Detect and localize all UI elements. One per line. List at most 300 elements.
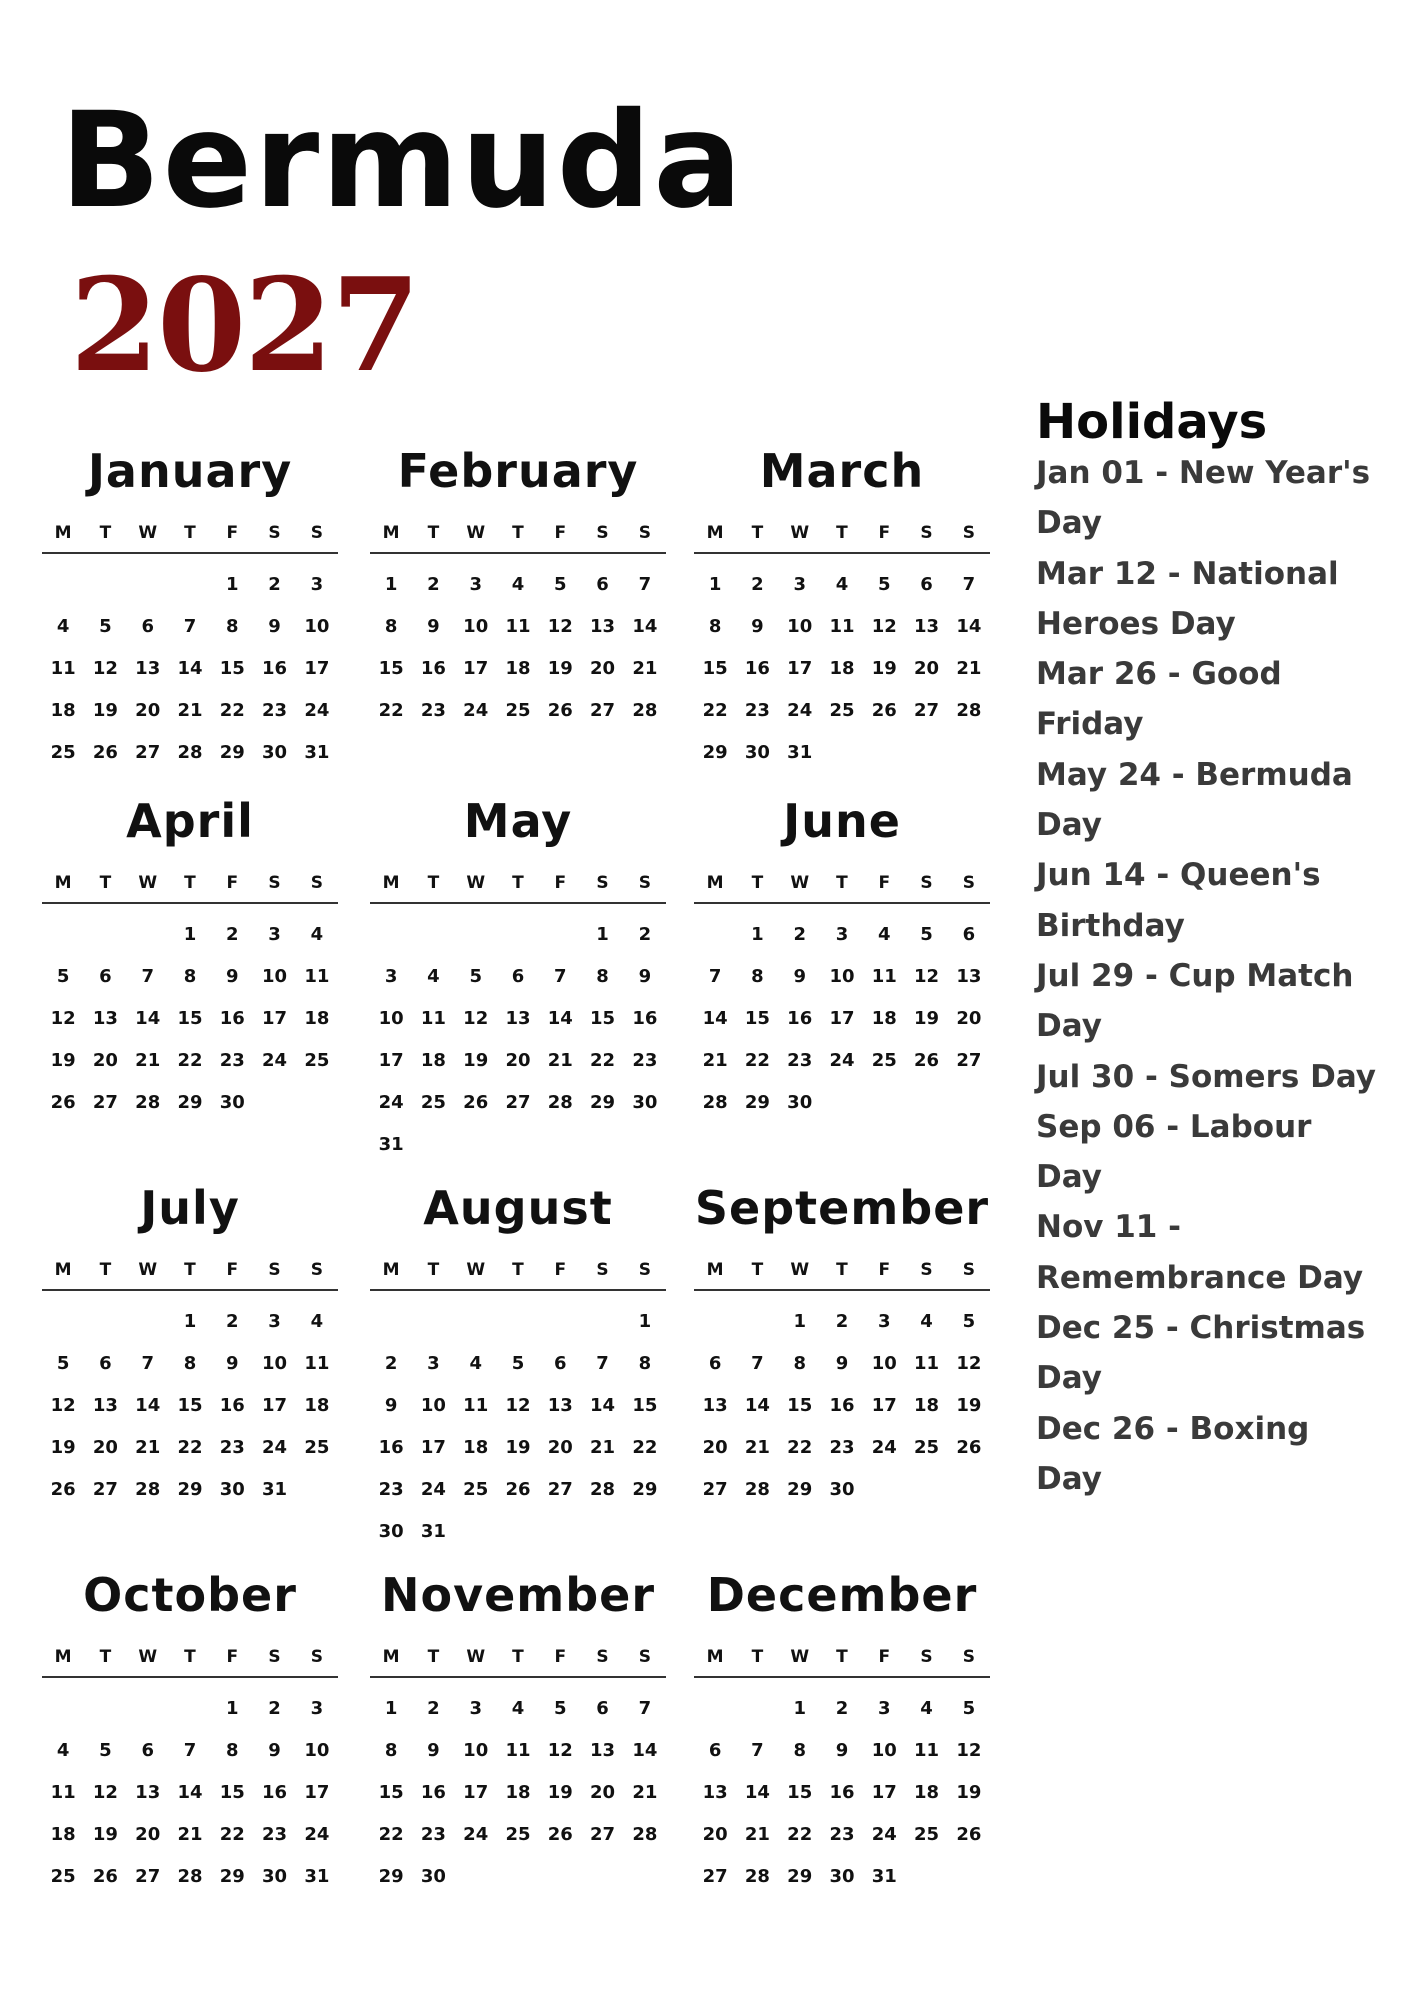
day-cell: 8 xyxy=(793,1740,806,1761)
day-cell: 13 xyxy=(92,1395,118,1416)
day-cell: 10 xyxy=(262,966,288,987)
day-cell: 2 xyxy=(793,924,806,945)
day-cell: 20 xyxy=(547,1437,573,1458)
day-cell: 28 xyxy=(744,1479,770,1500)
day-cell: 10 xyxy=(871,1353,897,1374)
day-cell: 24 xyxy=(262,1050,288,1071)
divider xyxy=(694,552,990,554)
weekday-label: W xyxy=(790,1647,810,1667)
day-cell: 7 xyxy=(638,574,652,595)
day-cell: 17 xyxy=(463,658,489,679)
weekday-label: T xyxy=(512,1647,524,1667)
day-cell: 19 xyxy=(956,1395,982,1416)
day-cell: 10 xyxy=(420,1395,446,1416)
day-grid xyxy=(370,564,666,732)
day-cell: 27 xyxy=(505,1092,531,1113)
day-cell: 11 xyxy=(871,966,897,987)
empty-cell xyxy=(42,1301,84,1343)
day-cell: 25 xyxy=(50,1866,76,1887)
day-grid xyxy=(370,1688,666,1898)
day-cell: 21 xyxy=(177,1824,203,1845)
weekday-label: S xyxy=(638,1647,651,1667)
weekday-header xyxy=(370,1642,666,1672)
day-cell: 7 xyxy=(708,966,722,987)
day-cell: 31 xyxy=(304,742,330,763)
weekday-label: S xyxy=(638,873,651,893)
day-cell: 3 xyxy=(310,1698,324,1719)
day-cell: 17 xyxy=(787,658,813,679)
weekday-label: F xyxy=(554,873,567,893)
day-cell: 31 xyxy=(262,1479,288,1500)
day-cell: 4 xyxy=(920,1698,933,1719)
weekday-label: S xyxy=(596,523,609,543)
day-cell: 22 xyxy=(787,1824,813,1845)
day-cell: 15 xyxy=(378,1782,404,1803)
divider xyxy=(42,902,338,904)
day-cell: 1 xyxy=(183,924,197,945)
day-cell: 6 xyxy=(511,966,525,987)
day-cell: 20 xyxy=(590,1782,616,1803)
day-cell: 28 xyxy=(177,1866,203,1887)
divider xyxy=(42,1289,338,1291)
day-cell: 2 xyxy=(384,1353,398,1374)
day-cell: 15 xyxy=(219,658,245,679)
day-grid xyxy=(42,1688,338,1898)
day-cell: 20 xyxy=(702,1824,728,1845)
weekday-header xyxy=(42,868,338,898)
holiday-item: Mar 26 - Good Friday xyxy=(1036,656,1282,743)
day-cell: 28 xyxy=(956,700,982,721)
day-cell: 2 xyxy=(638,924,652,945)
day-cell: 18 xyxy=(463,1437,489,1458)
day-cell: 5 xyxy=(469,966,482,987)
month-name: March xyxy=(759,444,925,498)
day-cell: 27 xyxy=(590,700,616,721)
day-cell: 11 xyxy=(914,1353,940,1374)
day-cell: 30 xyxy=(632,1092,658,1113)
day-cell: 26 xyxy=(547,1824,573,1845)
holiday-item: May 24 - Bermuda Day xyxy=(1036,756,1353,844)
day-cell: 14 xyxy=(590,1395,616,1416)
month-march xyxy=(694,444,990,774)
day-cell: 16 xyxy=(744,658,770,679)
weekday-label: T xyxy=(184,1647,196,1667)
day-cell: 7 xyxy=(183,616,197,637)
weekday-label: S xyxy=(638,1260,651,1280)
day-cell: 6 xyxy=(141,616,154,637)
holidays-title: Holidays xyxy=(1036,394,1268,450)
day-cell: 1 xyxy=(751,924,764,945)
day-cell: 24 xyxy=(463,700,489,721)
day-cell: 15 xyxy=(702,658,728,679)
day-cell: 25 xyxy=(463,1479,489,1500)
empty-cell xyxy=(127,1688,169,1730)
empty-cell xyxy=(84,564,126,606)
weekday-label: F xyxy=(554,523,567,543)
day-cell: 30 xyxy=(262,1866,288,1887)
day-cell: 10 xyxy=(304,616,330,637)
day-cell: 26 xyxy=(871,700,897,721)
day-cell: 23 xyxy=(378,1479,404,1500)
day-cell: 14 xyxy=(177,1782,203,1803)
day-cell: 14 xyxy=(632,1740,658,1761)
day-cell: 15 xyxy=(177,1008,203,1029)
day-cell: 28 xyxy=(702,1092,728,1113)
day-cell: 29 xyxy=(702,742,728,763)
day-cell: 5 xyxy=(962,1698,976,1719)
weekday-label: T xyxy=(427,873,440,893)
weekday-label: F xyxy=(878,523,891,543)
day-cell: 8 xyxy=(596,966,609,987)
divider xyxy=(694,1676,990,1678)
day-cell: 30 xyxy=(219,1092,245,1113)
weekday-label: M xyxy=(54,873,72,893)
day-cell: 9 xyxy=(226,966,239,987)
day-cell: 5 xyxy=(554,1698,567,1719)
day-cell: 4 xyxy=(56,616,70,637)
day-cell: 19 xyxy=(547,658,573,679)
day-cell: 3 xyxy=(268,1311,281,1332)
day-cell: 6 xyxy=(962,924,976,945)
day-cell: 30 xyxy=(744,742,770,763)
day-cell: 11 xyxy=(304,966,330,987)
day-cell: 4 xyxy=(427,966,440,987)
weekday-label: T xyxy=(512,873,524,893)
day-cell: 22 xyxy=(177,1437,203,1458)
holiday-item: Jun 14 - Queen's Birthday xyxy=(1036,857,1321,944)
weekday-label: M xyxy=(706,1260,724,1280)
day-cell: 5 xyxy=(56,966,70,987)
day-cell: 29 xyxy=(177,1092,203,1113)
weekday-label: S xyxy=(596,1647,609,1667)
day-cell: 11 xyxy=(304,1353,330,1374)
day-cell: 9 xyxy=(835,1740,849,1761)
weekday-header xyxy=(370,868,666,898)
month-name: February xyxy=(397,444,639,498)
day-cell: 21 xyxy=(632,658,658,679)
empty-cell xyxy=(127,914,169,956)
weekday-label: M xyxy=(54,1647,72,1667)
day-cell: 11 xyxy=(829,616,855,637)
day-cell: 12 xyxy=(92,658,118,679)
day-cell: 22 xyxy=(219,700,245,721)
day-cell: 29 xyxy=(787,1479,813,1500)
weekday-label: W xyxy=(790,523,810,543)
weekday-label: W xyxy=(138,1260,158,1280)
day-cell: 13 xyxy=(590,616,616,637)
empty-cell xyxy=(127,564,169,606)
empty-cell xyxy=(169,1688,211,1730)
weekday-label: W xyxy=(138,523,158,543)
day-cell: 27 xyxy=(702,1479,728,1500)
month-september xyxy=(694,1181,990,1511)
day-cell: 22 xyxy=(378,700,404,721)
day-cell: 20 xyxy=(956,1008,982,1029)
weekday-label: S xyxy=(920,523,933,543)
day-cell: 2 xyxy=(268,574,281,595)
day-cell: 9 xyxy=(835,1353,849,1374)
day-cell: 24 xyxy=(378,1092,404,1113)
day-cell: 8 xyxy=(384,1740,398,1761)
day-cell: 3 xyxy=(469,574,482,595)
empty-cell xyxy=(84,1301,126,1343)
month-name: September xyxy=(694,1181,990,1235)
day-cell: 11 xyxy=(420,1008,446,1029)
day-cell: 17 xyxy=(262,1395,288,1416)
day-cell: 17 xyxy=(304,1782,330,1803)
day-cell: 23 xyxy=(420,700,446,721)
day-cell: 29 xyxy=(219,1866,245,1887)
empty-cell xyxy=(370,1301,412,1343)
weekday-label: S xyxy=(268,873,281,893)
day-cell: 2 xyxy=(835,1698,849,1719)
day-cell: 27 xyxy=(547,1479,573,1500)
day-cell: 8 xyxy=(708,616,722,637)
day-cell: 3 xyxy=(427,1353,440,1374)
day-cell: 18 xyxy=(50,1824,76,1845)
day-cell: 8 xyxy=(226,1740,239,1761)
month-february xyxy=(370,444,666,732)
day-cell: 28 xyxy=(744,1866,770,1887)
holiday-item: Jul 30 - Somers Day xyxy=(1036,1058,1377,1095)
empty-cell xyxy=(84,1688,126,1730)
day-cell: 11 xyxy=(505,1740,531,1761)
divider xyxy=(694,902,990,904)
day-cell: 9 xyxy=(427,616,440,637)
day-cell: 18 xyxy=(304,1008,330,1029)
day-cell: 7 xyxy=(141,1353,154,1374)
day-cell: 1 xyxy=(384,574,398,595)
weekday-label: W xyxy=(466,1260,486,1280)
day-grid xyxy=(694,564,990,774)
day-cell: 22 xyxy=(590,1050,616,1071)
day-cell: 24 xyxy=(420,1479,446,1500)
day-cell: 31 xyxy=(304,1866,330,1887)
day-cell: 25 xyxy=(871,1050,897,1071)
day-cell: 30 xyxy=(829,1866,855,1887)
day-grid xyxy=(370,1301,666,1553)
weekday-label: F xyxy=(554,1260,567,1280)
day-cell: 26 xyxy=(50,1092,76,1113)
day-cell: 12 xyxy=(871,616,897,637)
day-cell: 3 xyxy=(793,574,806,595)
day-cell: 13 xyxy=(956,966,982,987)
day-cell: 14 xyxy=(177,658,203,679)
day-cell: 20 xyxy=(590,658,616,679)
day-cell: 5 xyxy=(99,616,112,637)
day-cell: 26 xyxy=(914,1050,940,1071)
day-cell: 17 xyxy=(871,1395,897,1416)
day-cell: 5 xyxy=(56,1353,70,1374)
weekday-label: S xyxy=(310,523,323,543)
day-cell: 23 xyxy=(420,1824,446,1845)
day-cell: 30 xyxy=(378,1521,404,1542)
day-grid xyxy=(694,1688,990,1898)
day-cell: 30 xyxy=(829,1479,855,1500)
day-cell: 20 xyxy=(92,1050,118,1071)
weekday-header xyxy=(694,1642,990,1672)
day-cell: 25 xyxy=(505,1824,531,1845)
day-cell: 28 xyxy=(632,700,658,721)
day-cell: 15 xyxy=(177,1395,203,1416)
empty-cell xyxy=(539,914,581,956)
month-august xyxy=(370,1181,666,1553)
weekday-label: T xyxy=(751,1260,764,1280)
day-cell: 7 xyxy=(751,1353,764,1374)
weekday-label: F xyxy=(226,1647,239,1667)
weekday-label: F xyxy=(878,873,891,893)
day-cell: 9 xyxy=(226,1353,239,1374)
day-cell: 4 xyxy=(310,924,324,945)
day-cell: 25 xyxy=(50,742,76,763)
empty-cell xyxy=(42,914,84,956)
day-cell: 8 xyxy=(226,616,239,637)
day-cell: 29 xyxy=(590,1092,616,1113)
day-cell: 16 xyxy=(829,1395,855,1416)
year-title: 2027 xyxy=(70,251,419,401)
day-cell: 19 xyxy=(463,1050,489,1071)
weekday-label: W xyxy=(466,1647,486,1667)
day-cell: 16 xyxy=(262,1782,288,1803)
day-cell: 19 xyxy=(50,1437,76,1458)
day-cell: 12 xyxy=(463,1008,489,1029)
weekday-label: T xyxy=(836,873,848,893)
day-cell: 17 xyxy=(262,1008,288,1029)
day-cell: 23 xyxy=(262,1824,288,1845)
day-cell: 16 xyxy=(420,1782,446,1803)
weekday-label: T xyxy=(836,1260,848,1280)
day-cell: 4 xyxy=(511,1698,525,1719)
day-cell: 24 xyxy=(262,1437,288,1458)
day-cell: 9 xyxy=(793,966,806,987)
weekday-header xyxy=(42,1642,338,1672)
day-cell: 1 xyxy=(226,1698,239,1719)
day-cell: 27 xyxy=(135,742,161,763)
divider xyxy=(370,1676,666,1678)
day-cell: 29 xyxy=(219,742,245,763)
day-cell: 13 xyxy=(92,1008,118,1029)
day-cell: 12 xyxy=(50,1008,76,1029)
day-cell: 14 xyxy=(632,616,658,637)
day-cell: 6 xyxy=(99,966,112,987)
day-cell: 4 xyxy=(878,924,891,945)
empty-cell xyxy=(412,1301,454,1343)
day-cell: 15 xyxy=(219,1782,245,1803)
day-cell: 29 xyxy=(744,1092,770,1113)
day-cell: 16 xyxy=(219,1395,245,1416)
empty-cell xyxy=(169,564,211,606)
day-cell: 3 xyxy=(268,924,281,945)
weekday-label: T xyxy=(427,1647,440,1667)
day-cell: 12 xyxy=(50,1395,76,1416)
day-cell: 17 xyxy=(871,1782,897,1803)
day-cell: 24 xyxy=(304,1824,330,1845)
empty-cell xyxy=(694,1301,736,1343)
weekday-label: S xyxy=(310,873,323,893)
day-cell: 6 xyxy=(141,1740,154,1761)
day-cell: 20 xyxy=(135,700,161,721)
weekday-label: S xyxy=(268,1260,281,1280)
day-cell: 10 xyxy=(262,1353,288,1374)
day-cell: 22 xyxy=(219,1824,245,1845)
day-cell: 10 xyxy=(463,1740,489,1761)
day-cell: 2 xyxy=(226,924,239,945)
day-cell: 27 xyxy=(914,700,940,721)
month-name: August xyxy=(423,1181,613,1235)
day-cell: 13 xyxy=(547,1395,573,1416)
weekday-label: T xyxy=(184,873,196,893)
month-name: April xyxy=(126,794,254,848)
day-cell: 29 xyxy=(378,1866,404,1887)
day-cell: 3 xyxy=(835,924,849,945)
day-cell: 20 xyxy=(505,1050,531,1071)
month-october xyxy=(42,1568,338,1898)
day-cell: 19 xyxy=(92,1824,118,1845)
month-july xyxy=(42,1181,338,1511)
weekday-label: S xyxy=(310,1260,323,1280)
day-cell: 25 xyxy=(914,1824,940,1845)
day-cell: 1 xyxy=(596,924,609,945)
page-title: Bermuda xyxy=(60,84,745,238)
day-cell: 30 xyxy=(787,1092,813,1113)
day-cell: 2 xyxy=(226,1311,239,1332)
day-cell: 26 xyxy=(956,1437,982,1458)
day-cell: 27 xyxy=(135,1866,161,1887)
month-name: October xyxy=(83,1568,297,1622)
day-cell: 19 xyxy=(956,1782,982,1803)
holidays-panel xyxy=(1036,394,1377,1504)
day-cell: 8 xyxy=(751,966,764,987)
day-cell: 16 xyxy=(219,1008,245,1029)
day-cell: 13 xyxy=(914,616,940,637)
day-cell: 10 xyxy=(787,616,813,637)
day-cell: 17 xyxy=(304,658,330,679)
day-cell: 1 xyxy=(226,574,239,595)
empty-cell xyxy=(412,914,454,956)
day-cell: 23 xyxy=(829,1437,855,1458)
divider xyxy=(42,1676,338,1678)
month-june xyxy=(694,794,990,1124)
day-cell: 12 xyxy=(956,1740,982,1761)
day-cell: 11 xyxy=(463,1395,489,1416)
weekday-label: T xyxy=(99,873,112,893)
day-cell: 22 xyxy=(378,1824,404,1845)
day-cell: 27 xyxy=(590,1824,616,1845)
divider xyxy=(370,1289,666,1291)
weekday-label: S xyxy=(920,1647,933,1667)
day-cell: 14 xyxy=(956,616,982,637)
day-cell: 13 xyxy=(135,658,161,679)
weekday-label: W xyxy=(790,1260,810,1280)
holiday-item: Dec 26 - Boxing Day xyxy=(1036,1410,1310,1497)
day-cell: 25 xyxy=(420,1092,446,1113)
day-cell: 9 xyxy=(268,616,281,637)
day-cell: 4 xyxy=(469,1353,482,1374)
weekday-label: F xyxy=(878,1647,891,1667)
day-cell: 29 xyxy=(632,1479,658,1500)
day-cell: 28 xyxy=(135,1479,161,1500)
day-cell: 26 xyxy=(547,700,573,721)
holiday-item: Sep 06 - Labour Day xyxy=(1036,1108,1312,1196)
weekday-label: F xyxy=(878,1260,891,1280)
day-cell: 31 xyxy=(420,1521,446,1542)
day-cell: 6 xyxy=(554,1353,567,1374)
day-cell: 21 xyxy=(632,1782,658,1803)
weekday-label: M xyxy=(54,523,72,543)
day-cell: 7 xyxy=(962,574,976,595)
weekday-label: W xyxy=(466,873,486,893)
weekday-label: T xyxy=(427,1260,440,1280)
